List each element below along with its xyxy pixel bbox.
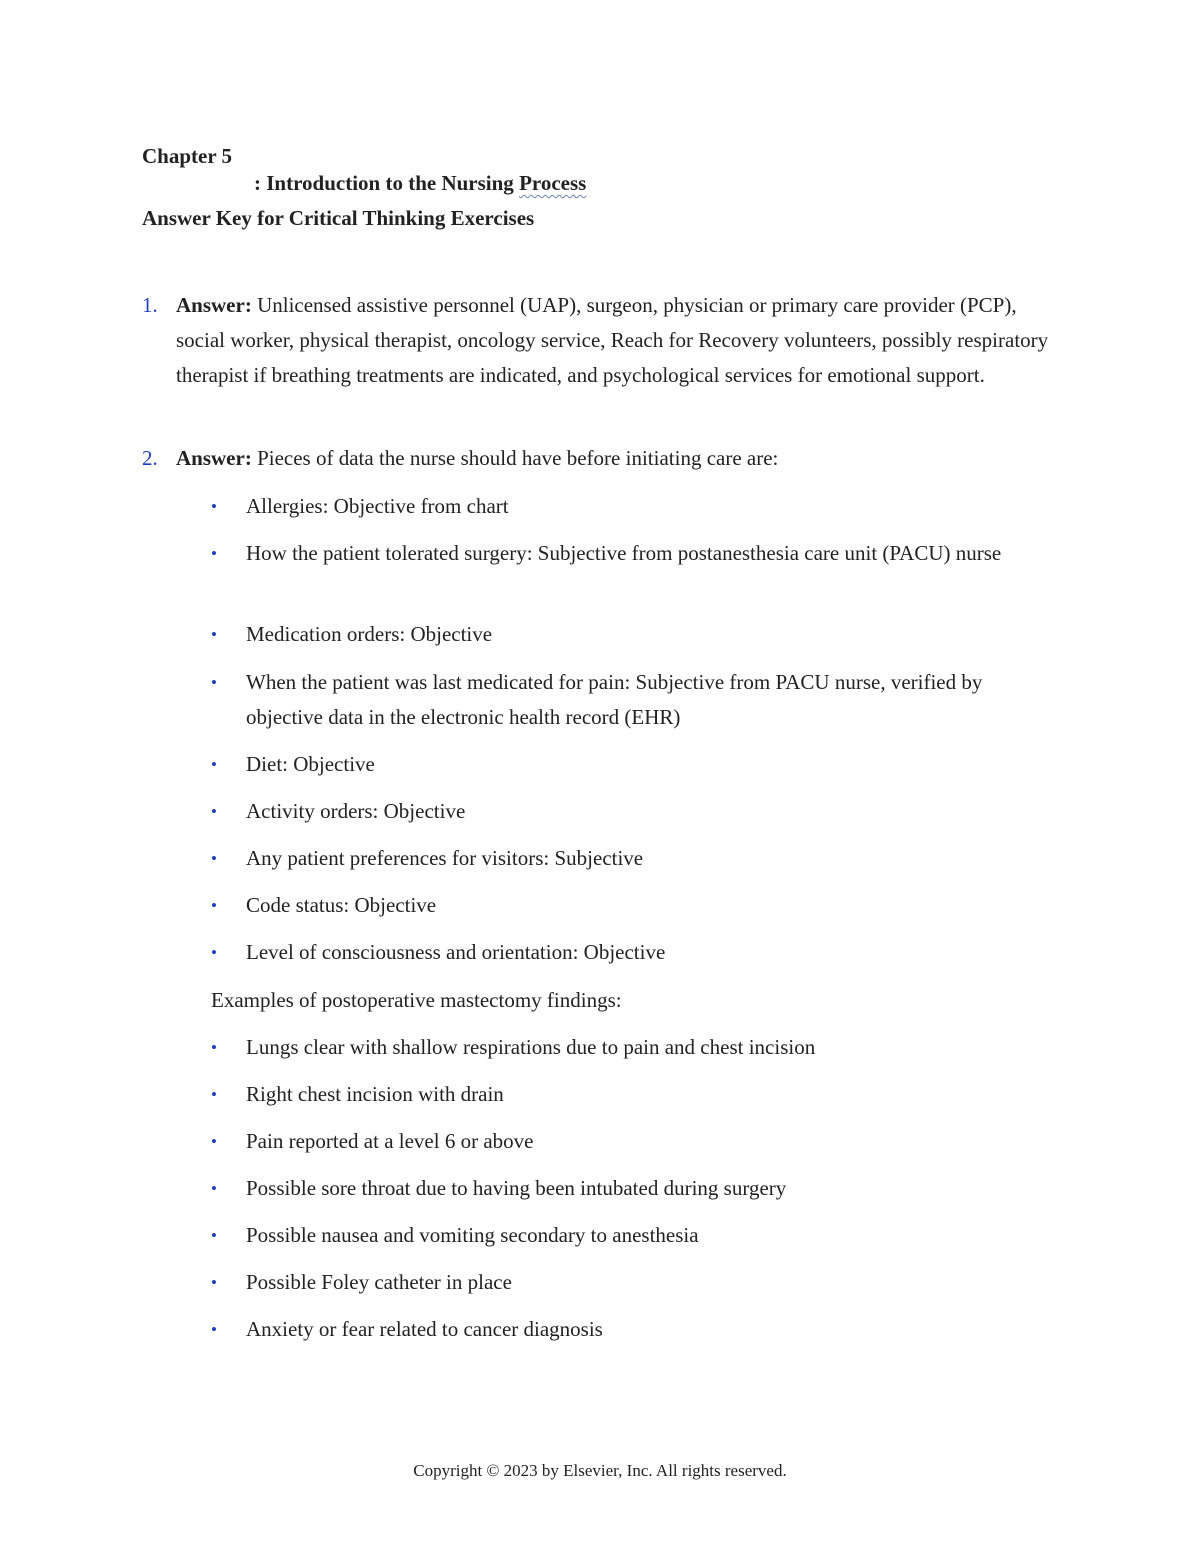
chapter-subtitle [254,170,586,196]
list-item [211,617,1051,652]
list-item-text: Diet: Objective [246,752,375,776]
bullet-icon: • [211,1085,217,1104]
item-body [176,441,1062,476]
list-item [211,489,1051,524]
list-item [211,536,1051,571]
list-item-text: Allergies: Objective from chart [246,494,509,518]
list-item [211,1312,1051,1347]
answer-text: Unlicensed assistive personnel (UAP), surgeon, physician or primary care provider (PCP), social worker, physical therapist, oncology service, Reach for Recovery volunteers, possibly respiratory therapist if breathing treatments are indicated, and psychological services for emotional support. [176,293,1049,387]
bullet-icon: • [211,497,217,516]
list-item [211,1218,1051,1253]
bullet-icon: • [211,1320,217,1339]
bullet-icon: • [211,1132,217,1151]
list-item [211,1124,1051,1159]
list-item [211,747,1051,782]
answer-label: Answer: [176,293,252,317]
list-item-text: Any patient preferences for visitors: Subjective [246,846,644,870]
list-item [211,794,1051,829]
bullet-icon: • [211,755,217,774]
item-number: 2. [142,446,158,470]
item-number: 1. [142,293,158,317]
list-item [211,935,1051,970]
examples-heading: Examples of postoperative mastectomy findings: [211,988,622,1012]
list-item-text: Lungs clear with shallow respirations due to pain and chest incision [246,1035,816,1059]
answer-key-title: Answer Key for Critical Thinking Exercises [142,206,535,230]
answer-label: Answer: [176,446,252,470]
numbered-item-1 [142,288,1062,393]
list-item-text: Right chest incision with drain [246,1082,504,1106]
list-item-text: Level of consciousness and orientation: Objective [246,940,666,964]
list-item-text: Pain reported at a level 6 or above [246,1129,534,1153]
bullet-icon: • [211,673,217,692]
list-item [211,1265,1051,1300]
list-item [211,1171,1051,1206]
list-item-text: Possible Foley catheter in place [246,1270,512,1294]
chapter-heading: Chapter 5 [142,144,233,168]
bullet-icon: • [211,849,217,868]
list-item-text: When the patient was last medicated for pain: Subjective from PACU nurse, verified by objective data in the electronic health record (EHR) [246,670,983,729]
bullet-icon: • [211,1226,217,1245]
list-item [211,1077,1051,1112]
bullet-icon: • [211,1179,217,1198]
list-item [211,841,1051,876]
list-item [211,888,1051,923]
copyright-footer: Copyright © 2023 by Elsevier, Inc. All rights reserved. [413,1461,787,1480]
list-item-text: Medication orders: Objective [246,622,493,646]
numbered-item-2 [142,441,1062,476]
list-item [211,1030,1051,1065]
bullet-icon: • [211,625,217,644]
bullet-icon: • [211,1038,217,1057]
list-item-text: Activity orders: Objective [246,799,466,823]
spellcheck-flagged-word: Process [519,171,587,195]
list-item-text: How the patient tolerated surgery: Subjective from postanesthesia care unit (PACU) nurse [246,541,1002,565]
list-item-text: Anxiety or fear related to cancer diagnosis [246,1317,603,1341]
bullet-icon: • [211,802,217,821]
list-item-text: Possible nausea and vomiting secondary to anesthesia [246,1223,699,1247]
bullet-icon: • [211,943,217,962]
list-item-text: Possible sore throat due to having been intubated during surgery [246,1176,787,1200]
subtitle-prefix: : Introduction to the Nursing [254,171,520,195]
bullet-icon: • [211,896,217,915]
bullet-icon: • [211,1273,217,1292]
list-item-text: Code status: Objective [246,893,437,917]
item-body [176,288,1062,393]
answer-text: Pieces of data the nurse should have before initiating care are: [251,446,779,470]
bullet-icon: • [211,544,217,563]
list-item [211,665,1051,735]
